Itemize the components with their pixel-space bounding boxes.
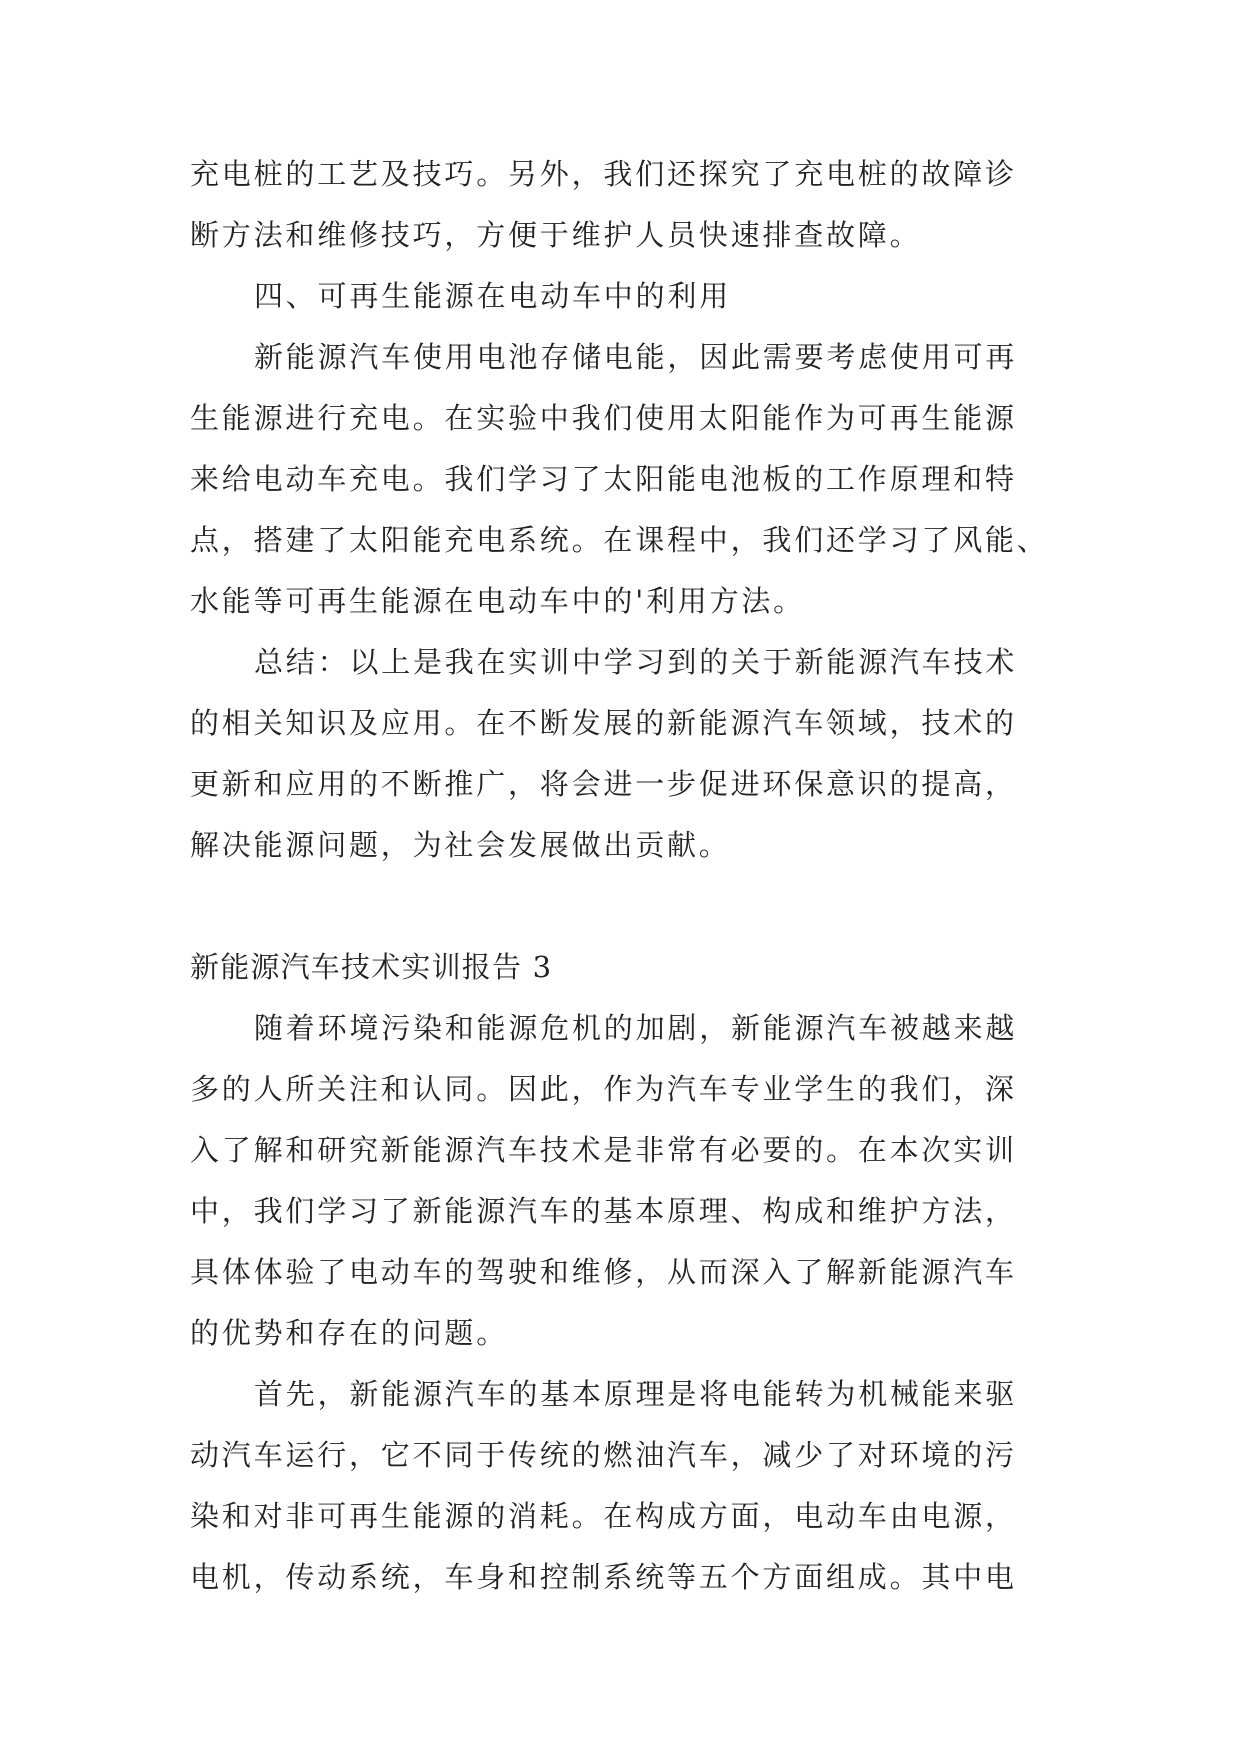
heading-line: 四、可再生能源在电动车中的利用 xyxy=(254,279,732,313)
text-line: 多的人所关注和认同。因此，作为汽车专业学生的我们，深 xyxy=(190,1072,1017,1106)
document-body xyxy=(190,144,1062,1608)
text-line: 具体体验了电动车的驾驶和维修，从而深入了解新能源汽车 xyxy=(190,1255,1017,1289)
text-line: 生能源进行充电。在实验中我们使用太阳能作为可再生能源 xyxy=(190,401,1017,435)
text-line: 更新和应用的不断推广，将会进一步促进环保意识的提高， xyxy=(190,767,1017,801)
paragraph-introduction xyxy=(190,998,1062,1364)
paragraph-continuation xyxy=(190,144,1062,266)
text-line: 染和对非可再生能源的消耗。在构成方面，电动车由电源， xyxy=(190,1499,1017,1533)
text-line: 的优势和存在的问题。 xyxy=(190,1316,509,1350)
text-line: 入了解和研究新能源汽车技术是非常有必要的。在本次实训 xyxy=(190,1133,1017,1167)
text-line: 的相关知识及应用。在不断发展的新能源汽车领域，技术的 xyxy=(190,706,1017,740)
report-title-text: 新能源汽车技术实训报告 3 xyxy=(190,950,553,984)
report-title xyxy=(190,937,1062,998)
text-line: 动汽车运行，它不同于传统的燃油汽车，减少了对环境的污 xyxy=(190,1438,1017,1472)
text-line: 总结：以上是我在实训中学习到的关于新能源汽车技术 xyxy=(254,645,1018,679)
text-line: 电机，传动系统，车身和控制系统等五个方面组成。其中电 xyxy=(190,1560,1017,1594)
text-line: 首先，新能源汽车的基本原理是将电能转为机械能来驱 xyxy=(254,1377,1018,1411)
paragraph-principles xyxy=(190,1364,1062,1608)
text-line: 充电桩的工艺及技巧。另外，我们还探究了充电桩的故障诊 xyxy=(190,157,1017,191)
paragraph-summary xyxy=(190,632,1062,876)
text-line: 来给电动车充电。我们学习了太阳能电池板的工作原理和特 xyxy=(190,462,1017,496)
section-heading xyxy=(190,266,1062,327)
text-line: 新能源汽车使用电池存储电能，因此需要考虑使用可再 xyxy=(254,340,1018,374)
text-line: 断方法和维修技巧，方便于维护人员快速排查故障。 xyxy=(190,218,922,252)
text-line: 解决能源问题，为社会发展做出贡献。 xyxy=(190,828,731,862)
section-gap xyxy=(190,876,1062,937)
text-line: 水能等可再生能源在电动车中的'利用方法。 xyxy=(190,584,805,618)
paragraph-renewable-energy xyxy=(190,327,1062,632)
text-line: 随着环境污染和能源危机的加剧，新能源汽车被越来越 xyxy=(254,1011,1018,1045)
text-line: 点，搭建了太阳能充电系统。在课程中，我们还学习了风能、 xyxy=(190,523,1049,557)
text-line: 中，我们学习了新能源汽车的基本原理、构成和维护方法， xyxy=(190,1194,1017,1228)
